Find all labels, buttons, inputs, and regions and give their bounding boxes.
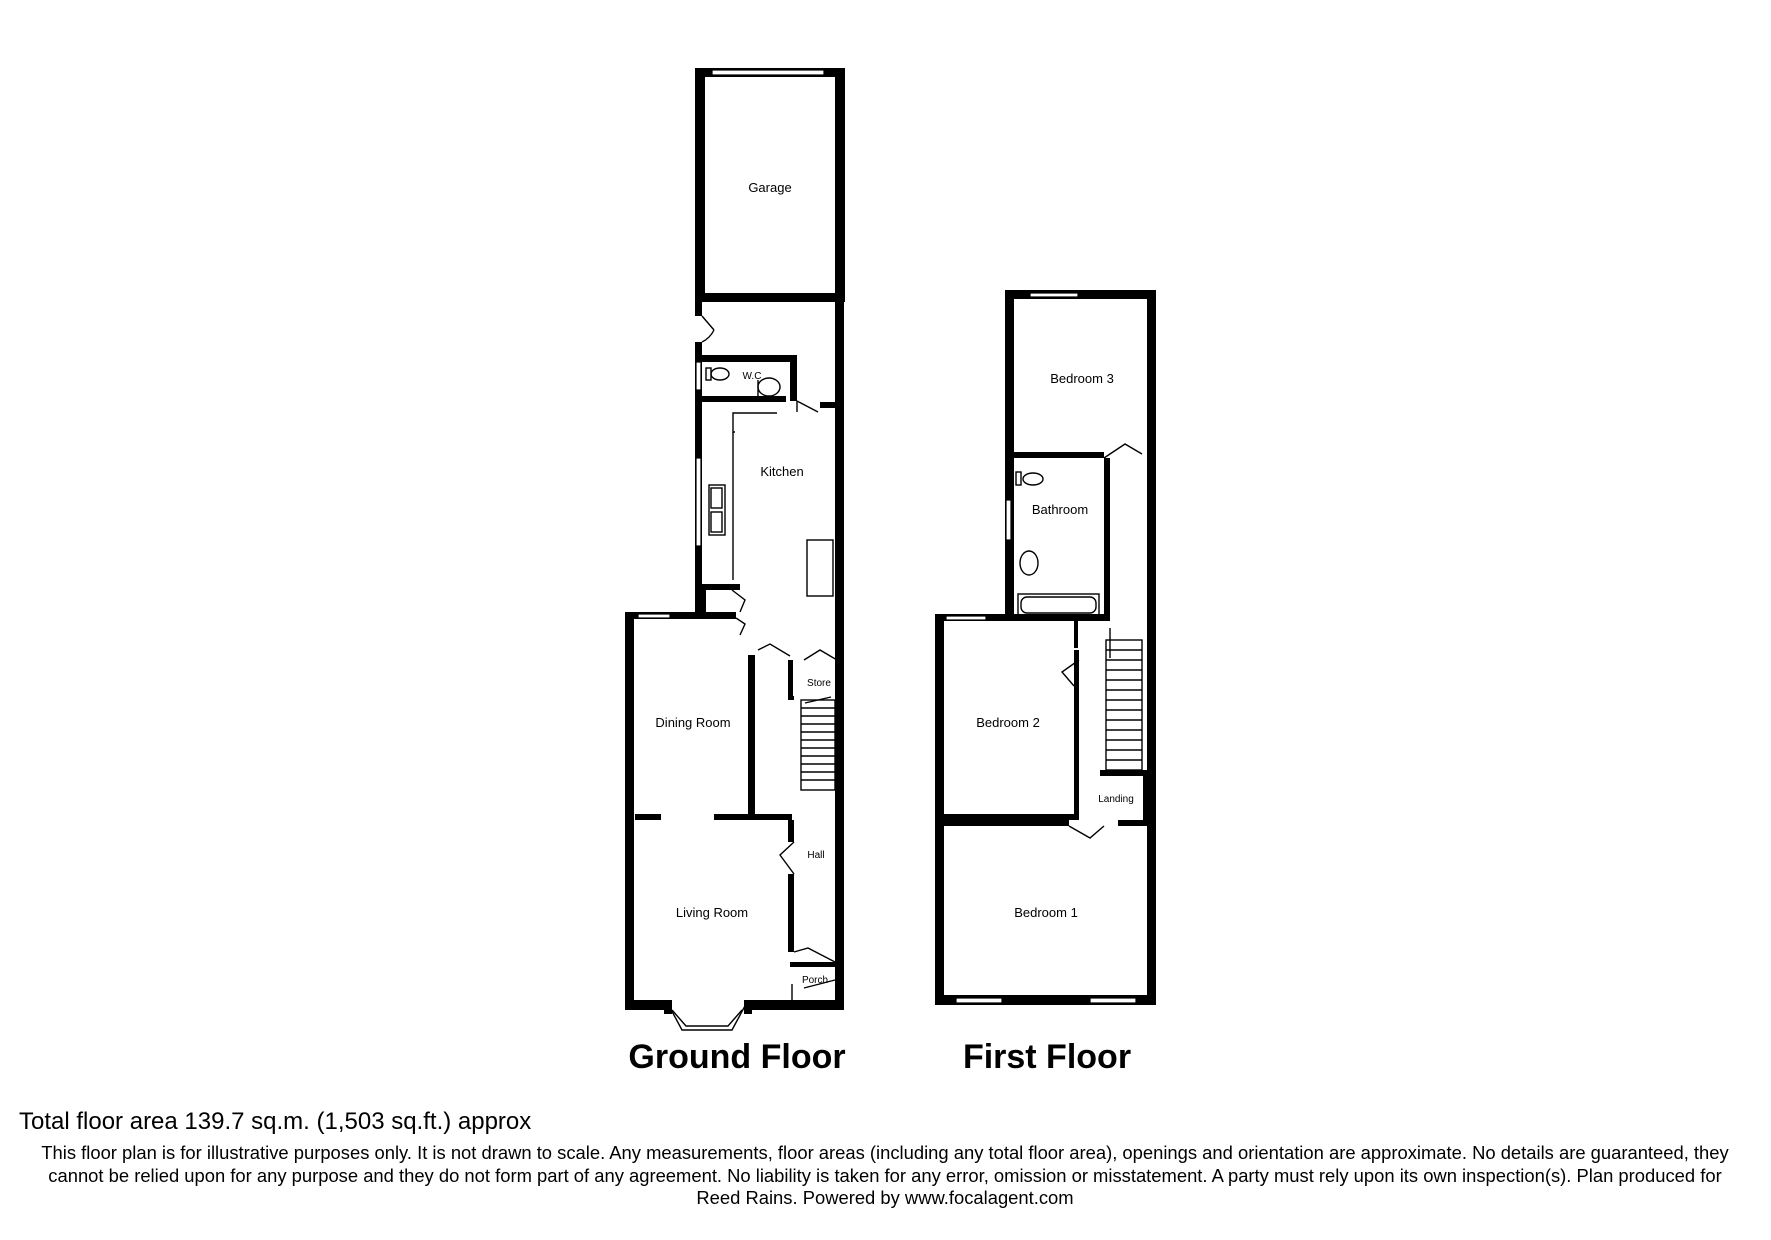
room-label-living-room: Living Room: [675, 905, 749, 920]
living-room-walls: [625, 1000, 844, 1030]
room-label-hall: Hall: [807, 850, 825, 861]
bedroom-2-walls: [935, 614, 1150, 1004]
floor-title-ground: Ground Floor: [628, 1038, 846, 1076]
total-floor-area: Total floor area 139.7 sq.m. (1,503 sq.ft.) approx: [19, 1108, 532, 1135]
room-label-bedroom-3: Bedroom 3: [1050, 371, 1114, 386]
ground-stairs: [801, 697, 835, 790]
first-stairs: [1106, 628, 1142, 770]
room-label-garage: Garage: [748, 180, 792, 195]
hall-walls: [758, 644, 837, 1000]
room-label-bathroom: Bathroom: [1031, 502, 1089, 517]
room-label-bedroom-1: Bedroom 1: [1014, 905, 1078, 920]
room-label-kitchen: Kitchen: [760, 464, 804, 479]
floor-title-first: First Floor: [962, 1038, 1132, 1076]
dining-room-walls: [625, 612, 792, 1007]
room-label-dining-room: Dining Room: [655, 715, 731, 730]
room-label-wc: W.C: [742, 371, 762, 382]
bathroom-fixtures: [1005, 472, 1110, 621]
disclaimer-text: This floor plan is for illustrative purposes only. It is not drawn to scale. Any measurements, floor areas (including any total floor area), openings and orientation are approximate. No details are guaranteed, they cannot be relied upon for any purpose and they do not form part of any agreement. No liability is taken for any error, omission or misstatement. A party must rely upon its own inspection(s). Plan produced for Reed Rains. Powered by www.focalagent.com: [41, 1142, 1729, 1208]
first-floor-plan: [935, 290, 1156, 1005]
room-label-landing: Landing: [1098, 794, 1134, 805]
bedroom-3-walls: [1005, 290, 1156, 1005]
room-label-porch: Porch: [801, 975, 829, 986]
room-label-store: Store: [807, 678, 831, 689]
wc-walls: [696, 355, 818, 412]
ground-floor-plan: [625, 68, 845, 1030]
room-label-bedroom-2: Bedroom 2: [976, 715, 1040, 730]
